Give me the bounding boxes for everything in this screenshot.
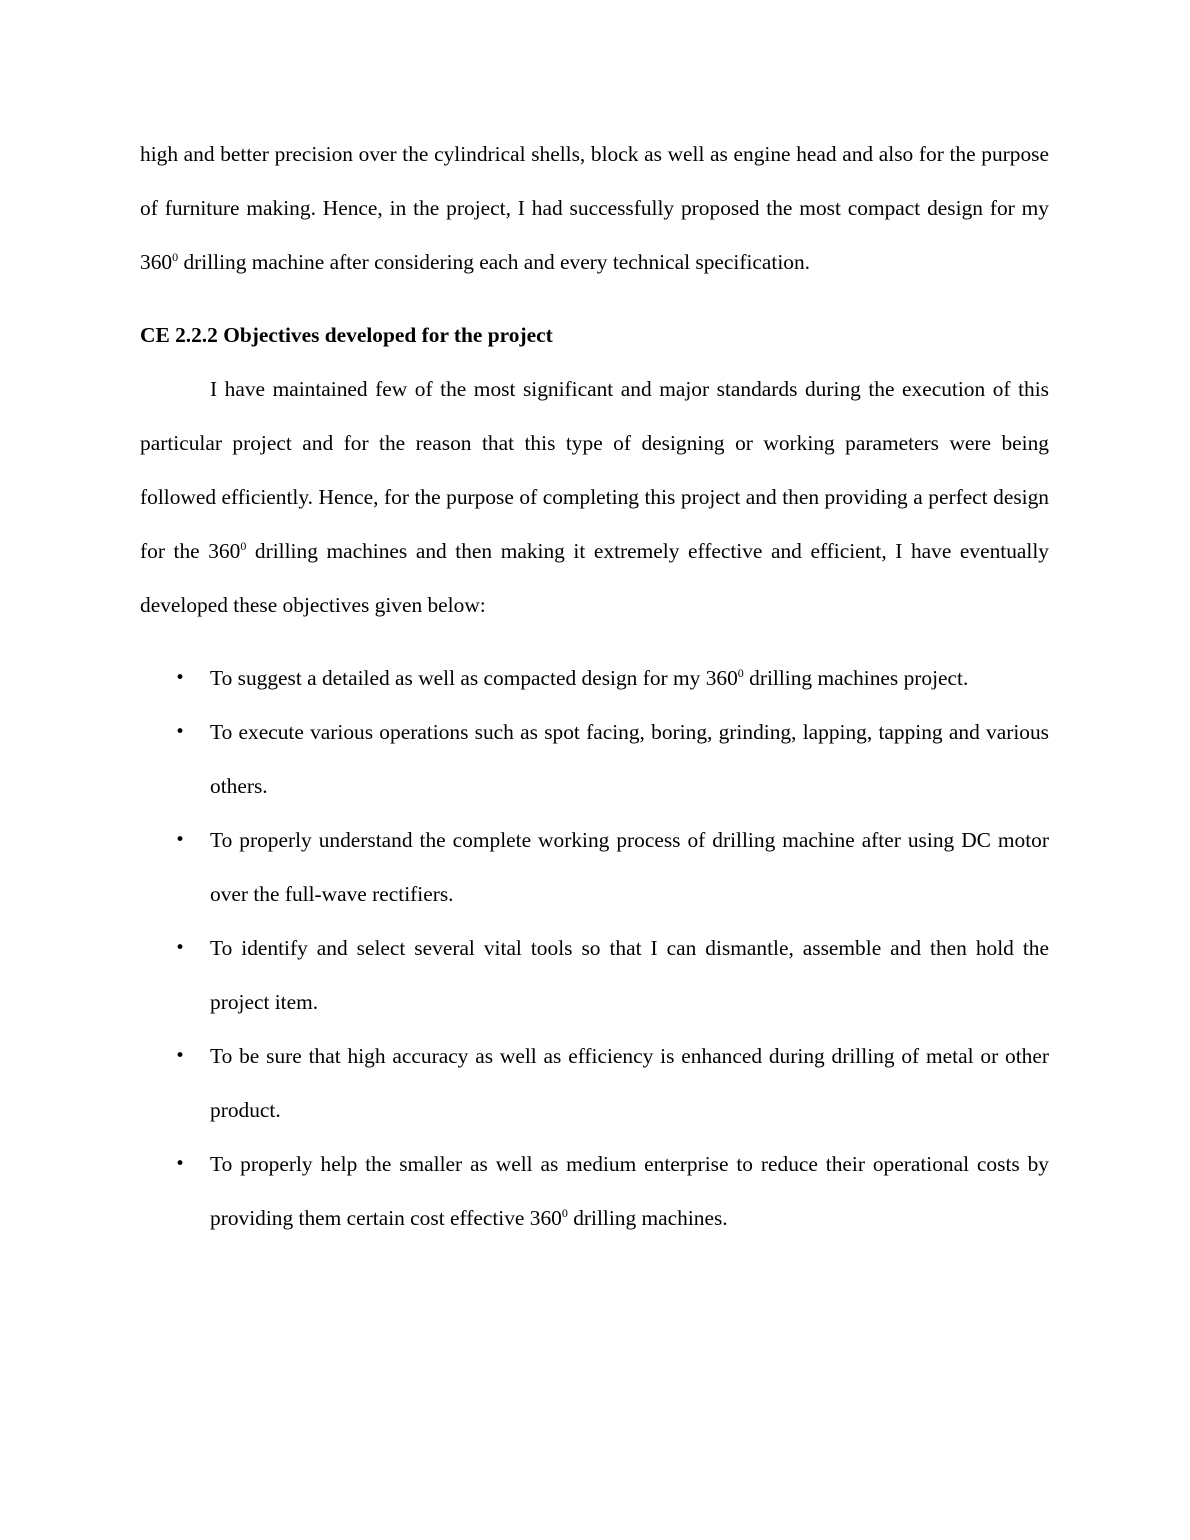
bullet-icon: •: [175, 938, 186, 958]
bullet-icon: •: [175, 668, 186, 688]
paragraph-text: I have maintained few of the most significant and major standards during the execution of this particular project and for the reason that this type of designing or working parameters were being followed efficiently. Hence, for the purpose of completing this project and then providing a perfect design for the 360: [140, 377, 1049, 563]
bullet-icon: •: [175, 722, 186, 742]
list-item: [140, 921, 1049, 1029]
section-heading: CE 2.2.2 Objectives developed for the project: [140, 323, 553, 347]
list-item-text-end: drilling machines.: [567, 1206, 728, 1230]
degree-superscript: 0: [172, 250, 179, 264]
bullet-icon: •: [175, 1154, 186, 1174]
list-item: [140, 813, 1049, 921]
intro-paragraph: [140, 127, 1049, 289]
list-item: [140, 1029, 1049, 1137]
bullet-icon: •: [175, 1046, 186, 1066]
degree-superscript: 0: [561, 1206, 568, 1220]
list-item: [140, 705, 1049, 813]
intro-text-end: drilling machine after considering each and every technical specification.: [178, 250, 811, 274]
paragraph-text-end: drilling machines and then making it extremely effective and efficient, I have eventually developed these objectives given below:: [140, 539, 1049, 617]
list-item-text: To properly understand the complete working process of drilling machine after using DC motor over the full-wave rectifiers.: [210, 828, 1049, 906]
list-item: [140, 1137, 1049, 1245]
list-item-text: To properly help the smaller as well as medium enterprise to reduce their operational costs by providing them certain cost effective 360: [210, 1152, 1049, 1230]
list-item-text: To execute various operations such as spot facing, boring, grinding, lapping, tapping and various others.: [210, 720, 1049, 798]
page-content: [140, 127, 1049, 1245]
degree-superscript: 0: [737, 666, 744, 680]
degree-superscript: 0: [240, 539, 247, 553]
intro-text: high and better precision over the cylindrical shells, block as well as engine head and also for the purpose of furniture making. Hence, in the project, I had successfully proposed the most compact design for my 360: [140, 142, 1049, 274]
bullet-icon: •: [175, 830, 186, 850]
objectives-intro-paragraph: [140, 362, 1049, 632]
objectives-list: [140, 651, 1049, 1245]
list-item-text: To be sure that high accuracy as well as efficiency is enhanced during drilling of metal or other product.: [210, 1044, 1049, 1122]
list-item: [140, 651, 1049, 705]
list-item-text: To identify and select several vital tools so that I can dismantle, assemble and then hold the project item.: [210, 936, 1049, 1014]
list-item-text: To suggest a detailed as well as compacted design for my 360: [210, 666, 738, 690]
list-item-text-end: drilling machines project.: [743, 666, 969, 690]
